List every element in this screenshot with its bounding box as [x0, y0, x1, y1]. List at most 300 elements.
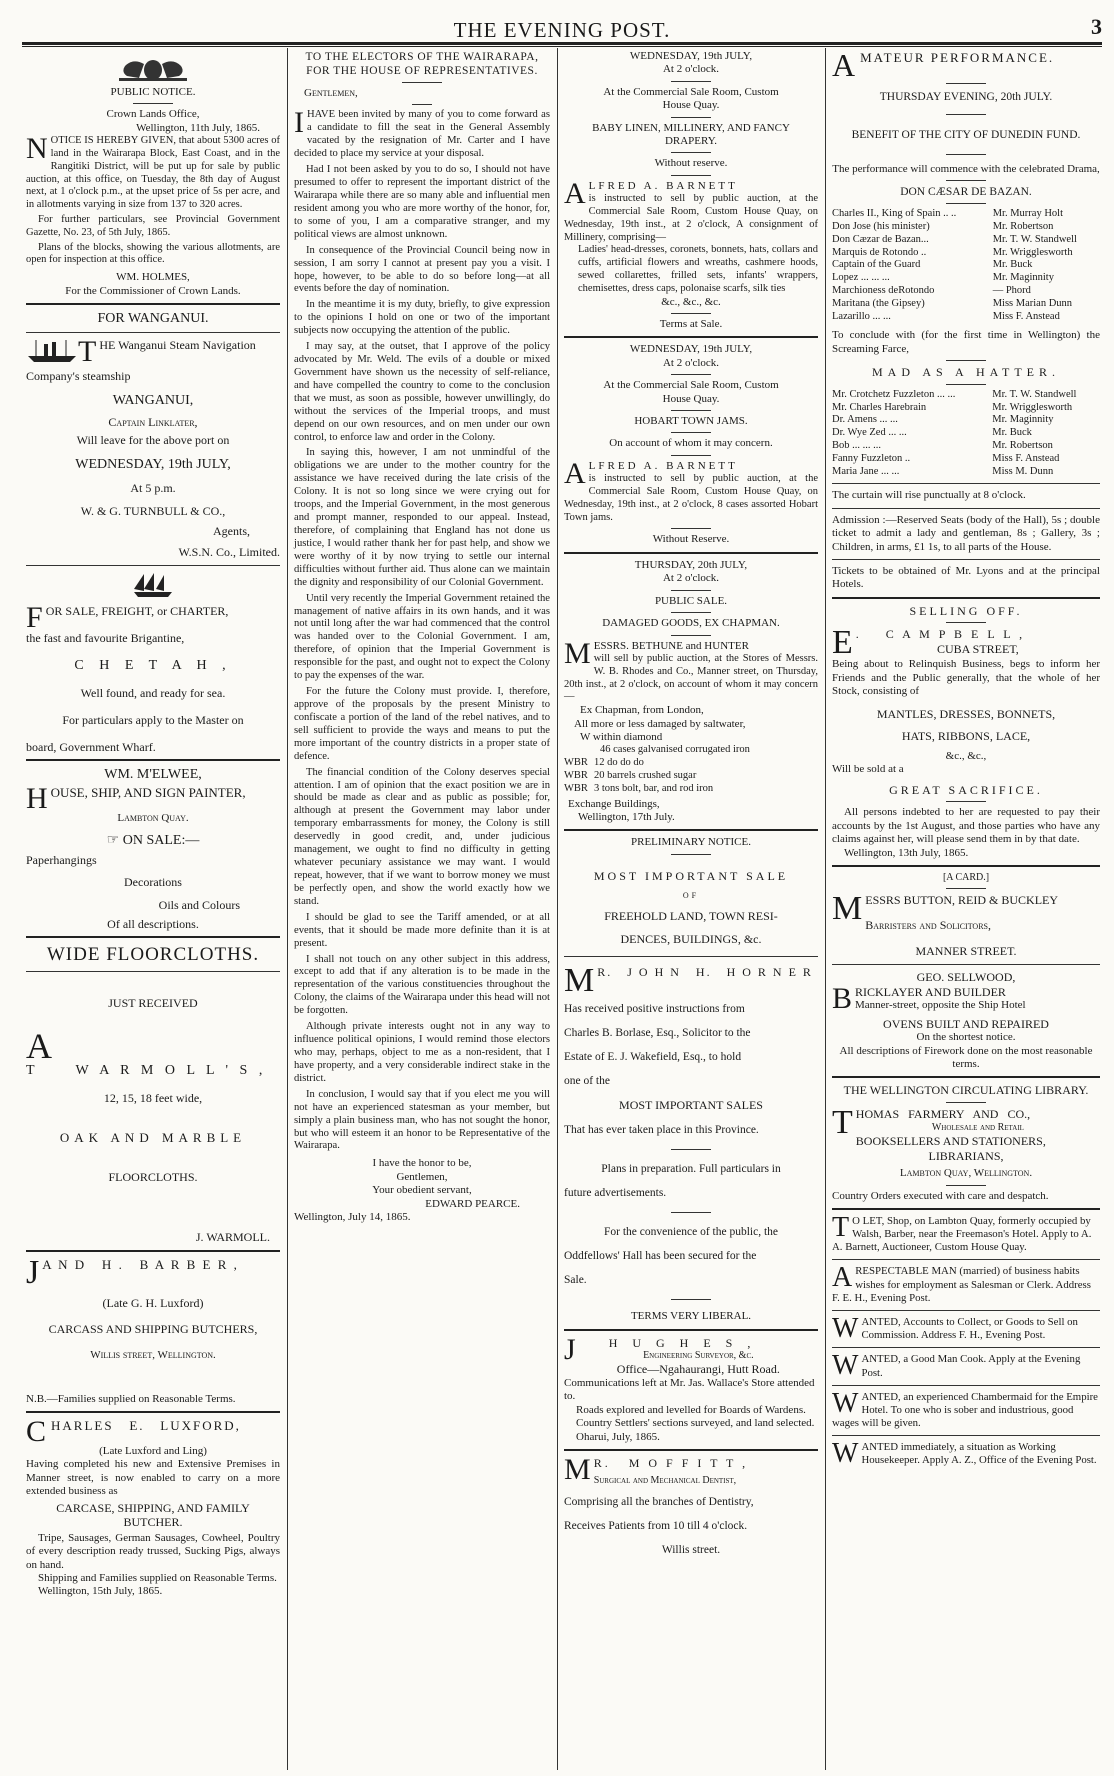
ad-line: one of the	[564, 1075, 610, 1088]
auctioneer: LFRED A. BARNETT	[588, 179, 738, 192]
title: Barristers and Solicitors,	[865, 917, 991, 932]
table-row	[564, 783, 818, 796]
letter-paragraph	[294, 106, 550, 161]
amateur-performance-ad	[832, 50, 1100, 592]
ad-text: ANTED, an experienced Chambermaid for the Empire Hotel. To one who is sober and industrious, good wages will be given.	[832, 1390, 1098, 1430]
sailing-date: WEDNESDAY, 19th JULY,	[75, 457, 231, 473]
paragraph-text: I should be glad to see the Tariff amended, or at all events, that it should be made more definite than it is at present.	[294, 911, 550, 949]
letter-paragraph	[294, 593, 550, 683]
column-2	[290, 50, 554, 1770]
paragraph-text: I shall not touch on any other subject in this address, except to add that if any alteration is to be made in the representation of the various constituencies throughout the Colony, the claims of the Wairarapa under this head will not be forgotten.	[294, 953, 550, 1017]
role: Charles II., King of Spain .. ..	[832, 208, 957, 220]
ad-line: Will leave for the above port on	[76, 433, 230, 448]
letter-paragraph	[294, 245, 550, 297]
paragraph-text: Until very recently the Imperial Government retained the management of native affairs in its own hands, and it was not until long after the war had commenced that the control was handed over to the Colonial Government. I am, therefore, of opinion that the Imperial Government is responsible for the past, and ought not to expect the Colony to pay the expenses of the war.	[294, 592, 550, 682]
letter-paragraph	[294, 1089, 550, 1154]
public-notice-ad	[26, 56, 280, 298]
ad-line: MANTLES, DRESSES, BONNETS,	[876, 706, 1056, 721]
ad-line: Estate of E. J. Wakefield, Esq., to hold	[564, 1051, 742, 1064]
steamship-icon	[26, 338, 78, 364]
paragraph-text: In saying this, however, I am not unmindful of the obligations we are under to the mother country for the assistance we have received during the late crisis of the Colony. It is not so long since we were crying out for troops, and the Imperial Government, in the most generous and prompt manner, responded to our appeal. Instead, therefore, of complaining that England has not done us justice, I would rather thank her for past help, and show we were worthy of it by now trying to settle our internal difficulties without further aid. Thus alone can we maintain the dignity and responsibility of our Colonial Government.	[294, 447, 550, 588]
cast-row	[832, 402, 1100, 415]
paragraph-text: In conclusion, I would say that if you elect me you will not have an experienced statesman as your member, but simply a plain business man, who has not sought the honor, but who will esteem it an honor to be Representative of the Wairarapa.	[294, 1088, 550, 1152]
letter-paragraph	[294, 164, 550, 242]
drop-cap: M	[832, 893, 863, 928]
advertiser-name: . C A M P B E L L ,	[855, 627, 1026, 642]
goods-table	[564, 744, 818, 795]
classified-ad	[832, 1353, 1100, 1379]
drop-cap: I	[294, 106, 304, 140]
ad-line: [A CARD.]	[942, 871, 990, 883]
item: 20 barrels crushed sugar	[594, 769, 697, 781]
ad-body: is instructed to sell by public auction, at the Commercial Sale Room, Custom House Quay, on Wednesday, 19th inst., at 2 o'clock, 8 cases assorted Hobart Town jams.	[564, 473, 818, 523]
address: MANNER STREET.	[915, 944, 1017, 959]
ad-line: Manner-street, opposite the Ship Hotel	[855, 999, 1026, 1012]
sale-date: WEDNESDAY, 19th JULY,	[629, 343, 753, 356]
actor: Mr. Maginnity	[992, 272, 1054, 284]
role: Fanny Fuzzleton ..	[832, 452, 911, 464]
mark	[564, 744, 594, 757]
ad-heading: TERMS VERY LIBERAL.	[630, 1310, 752, 1323]
advertiser-name: R. J O H N H. H O R N E R	[597, 965, 813, 980]
drop-cap: J	[564, 1335, 576, 1366]
actor: Mr. Wrigglesworth	[992, 401, 1073, 413]
ad-line: Without reserve.	[654, 157, 728, 170]
signer-title: For the Commissioner of Crown Lands.	[65, 284, 241, 297]
paragraph-text: HAVE been invited by many of you to come forward as a candidate to fill the seat in the General Assembly vacated by the resignation of Mr. Carter and I have decided to place my service at your disposal.	[294, 109, 550, 160]
auction-millinery	[564, 50, 818, 331]
ad-line: Ex Chapman, from London,	[580, 704, 704, 717]
ad-body: All persons indebted to her are requested to pay their accounts by the 1st August, and those parties who have any claims against her, will please send them in by that date.	[832, 806, 1100, 846]
ad-heading: SELLING OFF.	[909, 603, 1023, 618]
cast-row	[832, 208, 1100, 221]
column-1	[22, 50, 284, 1770]
sale-goods: DAMAGED GOODS, EX CHAPMAN.	[602, 617, 780, 630]
sale-time: At 2 o'clock.	[662, 356, 720, 369]
mark: WBR	[564, 782, 588, 794]
button-reid-ad	[832, 872, 1100, 959]
actor: Mr. Maginnity	[992, 414, 1054, 426]
ad-line: board, Government Wharf.	[26, 739, 156, 754]
ad-line: Without Reserve.	[652, 533, 730, 546]
item: Decorations	[124, 875, 182, 890]
moffitt-ad	[564, 1456, 818, 1557]
ad-body: is instructed to sell by public auction, at the Commercial Sale Room, Custom House Quay, on Wednesday, 19th inst., at 2 o'clock, A consignment of Millinery, comprising—	[564, 193, 818, 243]
ad-line: All descriptions of Firework done on the most reasonable terms.	[839, 1044, 1093, 1071]
ad-line: BOOKSELLERS AND STATIONERS,	[855, 1133, 1046, 1148]
firm: ESSRS. BETHUNE and HUNTER	[593, 639, 749, 652]
ad-heading: THE WELLINGTON CIRCULATING LIBRARY.	[843, 1083, 1089, 1098]
ad-heading: MOST IMPORTANT SALE	[593, 868, 789, 883]
floorcloths-ad	[26, 943, 280, 1245]
actor: Mr. Murray Holt	[992, 208, 1064, 220]
cast-row	[832, 234, 1100, 247]
office-line: Crown Lands Office,	[106, 108, 200, 121]
date-line: Wellington, 13th July, 1865.	[844, 846, 969, 859]
trade: CARCASE, SHIPPING, AND FAMILY BUTCHER.	[56, 1500, 250, 1530]
classified-ad	[832, 1391, 1100, 1431]
royal-arms-icon	[113, 56, 193, 82]
ad-line: The curtain will rise punctually at 8 o'clock.	[832, 489, 1026, 502]
letter-paragraph	[294, 912, 550, 951]
ad-line: Terms at Sale.	[659, 318, 723, 331]
drop-cap: M	[564, 636, 591, 670]
classified-ad	[832, 1215, 1100, 1255]
ad-line: &c., &c.,	[945, 749, 987, 762]
ad-line: Company's steamship	[26, 369, 131, 384]
ad-line: THURSDAY EVENING, 20th JULY.	[879, 91, 1053, 103]
role: Maritana (the Gipsey)	[832, 297, 925, 309]
drop-cap: E	[832, 627, 853, 659]
column-divider	[557, 48, 558, 1770]
letter-paragraph	[294, 447, 550, 589]
barber-ad	[26, 1257, 280, 1406]
ad-heading: FOR WANGANUI.	[97, 311, 209, 326]
ad-text: RESPECTABLE MAN (married) of business habits wishes for employment as Salesman or Clerk. Address F. E. H., Evening Post.	[832, 1265, 1091, 1304]
ad-line: The performance will commence with the celebrated Drama,	[832, 162, 1100, 175]
auction-jams	[564, 343, 818, 546]
masthead-rule	[22, 42, 1102, 47]
drop-cap: W	[832, 1353, 859, 1380]
ad-text: ANTED, a Good Man Cook. Apply at the Evening Post.	[861, 1353, 1081, 1379]
ship-name: C H E T A H ,	[74, 658, 232, 674]
ad-line: BENEFIT OF THE CITY OF DUNEDIN FUND.	[851, 129, 1081, 142]
column-divider	[825, 48, 826, 1770]
paragraph-text: For the future the Colony must provide. I, therefore, approve of the proposals by the present Ministry to confiscate a portion of the land of the rebel natives, and to sell sufficient to provide the ways and means to put the more important of the country districts in a proper state of defence.	[294, 686, 550, 762]
mark: WBR	[564, 757, 588, 769]
ad-line: OR SALE, FREIGHT, or CHARTER,	[45, 603, 229, 618]
letter-body	[294, 106, 550, 1153]
classified-ad	[832, 1441, 1100, 1467]
date-line: Wellington, 11th July, 1865.	[136, 121, 260, 134]
sailing-time: At 5 p.m.	[130, 481, 176, 496]
auction-damaged-goods	[564, 559, 818, 824]
ad-line: HATS, RIBBONS, LACE,	[901, 729, 1031, 744]
address: Lambton Quay.	[117, 812, 189, 825]
advertiser-name: GEO. SELLWOOD,	[916, 969, 1016, 984]
ad-line: That has ever taken place in this Province.	[564, 1124, 759, 1137]
actor: Mr. Robertson	[992, 439, 1053, 451]
table-row	[564, 770, 818, 783]
date-line: Wellington, 17th July.	[578, 810, 675, 823]
paragraph-text: I may say, at the outset, that I approve of the policy advocated by Mr. Weld. The evils of a double or mixed Government have shown us the necessity of self-reliance, and have compelled the country to come to the conclusion that we must, as soon as possible, however unwillingly, do without the services of the Imperial troops, and must depend on our own resources, and on men under our own control, to enforce law and order in the Colony.	[294, 341, 550, 443]
ad-line: T W A R M O L L ' S ,	[26, 1063, 267, 1079]
sale-place: At the Commercial Sale Room, Custom House Quay.	[603, 379, 779, 405]
luxford-ad	[26, 1418, 280, 1599]
letter-paragraph	[294, 341, 550, 444]
address: CUBA STREET,	[936, 642, 1019, 656]
advertiser-name: HARLES E. LUXFORD,	[51, 1417, 241, 1433]
date-line: Wellington, 15th July, 1865.	[38, 1585, 163, 1598]
ad-line: Sale.	[564, 1274, 587, 1287]
sale-date: WEDNESDAY, 19th JULY,	[629, 50, 753, 62]
sale-place: At the Commercial Sale Room, Custom House Quay.	[603, 85, 779, 112]
ad-line: 12, 15, 18 feet wide,	[103, 1091, 203, 1106]
letter-paragraph	[294, 954, 550, 1019]
library-ad	[832, 1083, 1100, 1203]
table-row	[564, 744, 818, 757]
ad-line: For the convenience of the public, the	[603, 1226, 779, 1239]
ad-line: JUST RECEIVED	[108, 996, 198, 1011]
cast-row	[832, 427, 1100, 440]
actor: Mr. Robertson	[992, 220, 1054, 232]
cast-row	[832, 247, 1100, 260]
sale-time: At 2 o'clock.	[662, 63, 720, 76]
role: Mr. Crotchetz Fuzzleton ... ...	[832, 388, 956, 400]
role: Dr. Amens ... ...	[832, 414, 898, 426]
ad-line: Communications left at Mr. Jas. Wallace's Store attended to.	[564, 1376, 815, 1403]
ad-line: All more or less damaged by saltwater,	[574, 717, 746, 730]
ad-line: FLOORCLOTHS.	[108, 1169, 198, 1184]
masthead	[22, 12, 1102, 42]
ad-line: &c., &c., &c.	[661, 295, 721, 308]
on-sale-label: ON SALE:—	[122, 832, 200, 848]
signer: J. WARMOLL.	[195, 1230, 270, 1245]
ad-line: Wholesale and Retail	[931, 1121, 1024, 1133]
signer: WM. HOLMES,	[116, 271, 190, 284]
actor: Miss M. Dunn	[992, 465, 1054, 477]
drop-cap: W	[832, 1441, 859, 1468]
role: Lazarillo ... ...	[832, 310, 891, 322]
ad-line: Tickets to be obtained of Mr. Lyons and at the principal Hotels.	[832, 564, 1100, 591]
agents-company: W.S.N. Co., Limited.	[178, 544, 280, 559]
actor: Mr. T. W. Standwell	[992, 233, 1077, 245]
role: Bob ... ... ...	[832, 439, 882, 451]
ad-heading: GREAT SACRIFICE.	[889, 782, 1043, 797]
cast-row	[832, 285, 1100, 298]
drop-cap: T	[832, 1214, 850, 1243]
ad-line: Willis street.	[661, 1543, 721, 1556]
ad-line: Country Orders executed with care and despatch.	[832, 1189, 1049, 1202]
cast-row	[832, 259, 1100, 272]
ad-line: Comprising all the branches of Dentistry,	[564, 1495, 754, 1508]
hughes-ad	[564, 1336, 818, 1444]
address: Lambton Quay, Wellington.	[899, 1167, 1033, 1180]
ad-line: OAK AND MARBLE	[59, 1129, 247, 1145]
ad-heading: PRELIMINARY NOTICE.	[631, 836, 751, 849]
actor: — Phord	[992, 284, 1031, 296]
drop-cap: A	[26, 1029, 52, 1067]
ad-text: ANTED immediately, a situation as Working Housekeeper. Apply A. Z., Office of the Evening Post.	[861, 1441, 1097, 1467]
ad-line: OVENS BUILT AND REPAIRED	[883, 1016, 1049, 1031]
ad-line: For particulars apply to the Master on	[62, 712, 244, 727]
classified-ad	[832, 1265, 1100, 1305]
ad-line: N.B.—Families supplied on Reasonable Terms.	[26, 1392, 236, 1405]
melwee-ad	[26, 766, 280, 931]
classified-ad	[832, 1316, 1100, 1342]
column-3	[560, 50, 822, 1770]
horner-ad	[564, 836, 818, 1323]
mark: WBR	[564, 769, 588, 781]
advertiser-name: R. M O F F I T T ,	[593, 1456, 749, 1470]
cast-row	[832, 466, 1100, 479]
item: 3 tons bolt, bar, and rod iron	[594, 782, 714, 794]
date-line: Wellington, July 14, 1865.	[294, 1210, 411, 1223]
drop-cap: C	[26, 1417, 49, 1445]
cast-list	[832, 389, 1100, 479]
actor: Mr. Buck	[992, 427, 1032, 439]
role: Marchioness deRotondo	[832, 284, 935, 296]
ad-line: To conclude with (for the first time in Wellington) the Screaming Farce,	[832, 329, 1100, 355]
sale-goods: HOBART TOWN JAMS.	[634, 415, 748, 428]
ad-heading: MATEUR PERFORMANCE.	[860, 50, 1055, 65]
ad-line: W within diamond	[580, 730, 663, 743]
column-4	[828, 50, 1104, 1770]
ad-line: Well found, and ready for sea.	[80, 686, 226, 701]
sale-goods: BABY LINEN, MILLINERY, AND FANCY DRAPERY.	[592, 121, 790, 148]
actor: Mr. Buck	[992, 259, 1033, 271]
ad-line: Country Settlers' sections surveyed, and land selected.	[576, 1417, 815, 1430]
drop-cap: W	[832, 1316, 859, 1343]
ad-line: (Late G. H. Luxford)	[102, 1295, 204, 1310]
paragraph-text: Had I not been asked by you to do so, I should not have presumed to offer to represent the important district of the Wairarapa while there are so many able and influential men resident among you who are more worthy of the honor, for, to some of you, I am a comparative stranger, and my political views are almost unknown.	[294, 164, 550, 240]
agents-label: Agents,	[213, 524, 250, 539]
cast-row	[832, 453, 1100, 466]
address-heading: TO THE ELECTORS OF THE WAIRARAPA, FOR THE HOUSE OF REPRESENTATIVES.	[305, 51, 539, 78]
campbell-ad	[832, 604, 1100, 860]
closing: Your obedient servant,	[372, 1184, 472, 1197]
ad-line: the fast and favourite Brigantine,	[26, 630, 185, 645]
ad-heading: MAD AS A HATTER.	[871, 365, 1061, 380]
drop-cap: A	[564, 456, 586, 490]
drop-cap: J	[26, 1256, 40, 1288]
ad-text: O LET, Shop, on Lambton Quay, formerly occupied by Walsh, Barber, near the Freemason's Hotel. Apply to A. A. Barnett, Auctioneer, Custom House Quay.	[832, 1214, 1092, 1254]
cast-row	[832, 414, 1100, 427]
title: Engineering Surveyor, &c.	[643, 1350, 754, 1362]
sale-date: THURSDAY, 20th JULY,	[634, 558, 748, 571]
item: Of all descriptions.	[107, 916, 199, 931]
classified-ads	[832, 1215, 1100, 1468]
role: Maria Jane ... ...	[832, 465, 900, 477]
letter-paragraph	[294, 686, 550, 764]
drop-cap: F	[26, 600, 43, 634]
role: Mr. Charles Harebrain	[832, 401, 927, 413]
ad-line: HE Wanganui Steam Navigation	[99, 338, 256, 353]
sailing-ship-icon	[130, 572, 176, 598]
drop-cap: T	[78, 338, 97, 366]
advertiser-name: WM. M'ELWEE,	[104, 767, 202, 783]
notice-body: OTICE IS HEREBY GIVEN, that about 5300 acres of land in the Wairarapa Block, East Coast, and in the Rangitiki District, will be put up for sale by public auction, at this office, on Tuesday, the 8th day of August next, at 1 o'clock p.m., at the upset price of 5s per acre, and in allotments varying in size from 137 to 320 acres.	[26, 135, 280, 211]
drop-cap: A	[832, 50, 858, 79]
ad-line: Plans in preparation. Full particulars in	[601, 1163, 781, 1176]
drop-cap: H	[26, 782, 48, 816]
role: Dr. Wye Zed ... ...	[832, 427, 907, 439]
column-divider	[287, 48, 288, 1770]
item: Oils and Colours	[158, 898, 240, 912]
ad-body: Tripe, Sausages, German Sausages, Cowheel, Poultry of every description ready trussed, Sucking Pigs, always on hand.	[26, 1531, 280, 1571]
ad-line: future advertisements.	[564, 1187, 667, 1200]
page-number: 3	[1091, 14, 1102, 39]
electors-address	[294, 50, 550, 1224]
ad-line: Office—Ngahaurangi, Hutt Road.	[616, 1362, 780, 1377]
cast-row	[832, 298, 1100, 311]
table-row	[564, 757, 818, 770]
signer: EDWARD PEARCE.	[425, 1197, 520, 1210]
goods-list: Ladies' head-dresses, coronets, bonnets, hats, collars and cuffs, artificial flowers and wreaths, cashmere hoods, sewed collarettes, frilled sets, infants' wrappers, chemisettes, dress caps, polonaise scarfs, silk ties	[578, 244, 818, 294]
actor: Mr. Wrigglesworth	[992, 246, 1073, 258]
advertiser-name: A N D H . B A R B E R ,	[42, 1256, 239, 1272]
ship-name: WANGANUI,	[112, 392, 194, 408]
item: Paperhangings	[26, 852, 97, 867]
pointing-hand-icon: ☞	[106, 832, 120, 848]
letter-paragraph	[294, 299, 550, 338]
ad-line: Receives Patients from 10 till 4 o'clock.	[564, 1519, 748, 1532]
ad-heading: WIDE FLOORCLOTHS.	[46, 944, 260, 966]
chetah-ad	[26, 572, 280, 755]
role: Captain of the Guard	[832, 259, 921, 271]
trade: RICKLAYER AND BUILDER	[855, 984, 1006, 999]
wanganui-ad	[26, 310, 280, 560]
ad-line: Exchange Buildings,	[568, 797, 660, 810]
ad-body: Having completed his new and Extensive Premises in Manner street, is now enabled to carry on a more extended business as	[26, 1458, 280, 1498]
ad-line: On the shortest notice.	[916, 1031, 1016, 1044]
captain: Captain Linklater,	[108, 414, 198, 429]
ad-line: Has received positive instructions from	[564, 1003, 745, 1016]
ad-line: FREEHOLD LAND, TOWN RESI-	[604, 909, 778, 924]
role: Don Jose (his minister)	[832, 220, 930, 232]
ad-text: ANTED, Accounts to Collect, or Goods to Sell on Commission. Address F. H., Evening Post.	[861, 1316, 1078, 1342]
drop-cap: A	[832, 1265, 853, 1294]
drop-cap: A	[564, 176, 586, 210]
cast-row	[832, 311, 1100, 324]
ad-line: (Late Luxford and Ling)	[99, 1444, 207, 1457]
drop-cap: M	[564, 1456, 591, 1486]
advertiser-name: H U G H E S ,	[608, 1335, 757, 1350]
newspaper-title: THE EVENING POST.	[453, 18, 671, 42]
ad-body: Shipping and Families supplied on Reasonable Terms.	[38, 1572, 277, 1585]
ad-heading: DON CÆSAR DE BAZAN.	[900, 186, 1032, 199]
actor: Mr. T. W. Standwell	[992, 388, 1077, 400]
drop-cap: B	[832, 984, 853, 1013]
drop-cap: T	[832, 1107, 853, 1142]
closing: I have the honor to be,	[372, 1157, 472, 1170]
ad-line: Oddfellows' Hall has been secured for the	[564, 1250, 757, 1263]
drop-cap: M	[564, 965, 595, 997]
ad-line: Admission :—Reserved Seats (body of the Hall), 5s ; double ticket to admit a lady and gentleman, 8s ; Gallery, 3s ; Children, in arms, £1 1s, to all parts of the House.	[832, 513, 1100, 553]
actor: Miss Marian Dunn	[992, 297, 1073, 309]
paragraph-text: The financial condition of the Colony deserves special attention. I am of opinion that the exact position we are in should be made as clear and as public as possible; for, although at present the Government may labor under temporary embarrassments for money, the Colony is still deservedly in good credit, and, under judicious management, we ought to find no difficulty in getting whatever pecuniary assistance we may want. I would repeat, however, that if we want to borrow money we must be perfectly open, and show the world exactly how we stand.	[294, 766, 550, 907]
auctioneer: LFRED A. BARNETT	[588, 459, 738, 472]
cast-row	[832, 389, 1100, 402]
notice-plans: Plans of the blocks, showing the various allotments, are open for inspection at this office.	[26, 241, 280, 266]
sale-heading: PUBLIC SALE.	[654, 594, 728, 607]
ad-line: OF	[682, 891, 700, 901]
paragraph-text: In consequence of the Provincial Council being now in session, I am sorry I cannot at present pay you a visit. I hope, however, to be able to do so before long—at all events before the day of nomination.	[294, 244, 550, 295]
sellwood-ad	[832, 970, 1100, 1072]
ad-heading: PUBLIC NOTICE.	[110, 86, 196, 98]
ad-line: Charles B. Borlase, Esq., Solicitor to the	[564, 1027, 751, 1040]
drop-cap: N	[26, 132, 48, 166]
role: Lopez ... ... ...	[832, 272, 890, 284]
paragraph-text: Although private interests ought not in any way to influence political opinions, I would remind those electors who may, perhaps, object to me as a non-resident, that I have property, and a very considerable indirect stake in the district.	[294, 1021, 550, 1084]
advertiser-name: HOMAS FARMERY AND CO.,	[855, 1107, 1031, 1122]
role: Marquis de Rotondo ..	[832, 246, 927, 258]
closing: Gentlemen,	[396, 1170, 448, 1183]
drop-cap: W	[832, 1390, 859, 1419]
ad-heading: MOST IMPORTANT SALES	[619, 1098, 763, 1113]
item: 46 cases galvanised corrugated iron	[600, 744, 750, 756]
advertiser-name: ESSRS BUTTON, REID & BUCKLEY	[865, 893, 1059, 908]
ad-line: LIBRARIANS,	[928, 1148, 1004, 1163]
cast-row	[832, 440, 1100, 453]
ad-line: Will be sold at a	[832, 763, 904, 776]
ad-line: On account of whom it may concern.	[609, 437, 773, 450]
ad-body: will sell by public auction, at the Stores of Messrs. W. B. Rhodes and Co., Manner street, on Thursday, 20th inst., at 2 o'clock, on account of whom it may concern—	[564, 652, 818, 703]
agents: W. & G. TURNBULL & CO.,	[80, 503, 226, 518]
ad-line: Roads explored and levelled for Boards of Wardens.	[576, 1403, 806, 1416]
cast-list	[832, 208, 1100, 323]
notice-further: For further particulars, see Provincial Government Gazette, No. 23, of 5th July, 1865.	[26, 214, 280, 238]
